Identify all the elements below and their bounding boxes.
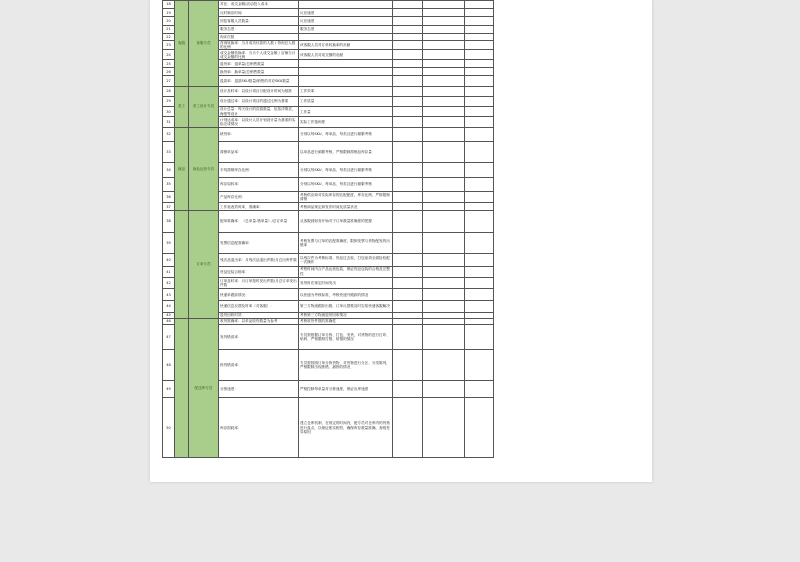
empty-cell: [423, 96, 465, 106]
kpi-note-cell: 专员需根据订单分拣、打包、发货，对货物的进行打印、贴码、严格限制打错、贴错的情况: [299, 324, 393, 350]
empty-cell: [393, 232, 423, 253]
kpi-note-cell: 考察时间内合产品运营包装，保证货品包装的合格及完整性: [299, 266, 393, 277]
kpi-indicator-cell: 收货准确率：以单品收货数量为参考: [219, 318, 299, 324]
kpi-note-cell: 分别以每SKU、每单品、每类目进行频繁考核: [299, 127, 393, 141]
kpi-indicator-cell: 设计总量：每天设计的页面数量，包括详情页，海报等设计: [219, 107, 299, 117]
empty-cell: [423, 40, 465, 50]
empty-cell: [393, 117, 423, 127]
empty-cell: [465, 203, 494, 211]
position-cell: 订单专员: [189, 211, 219, 318]
empty-cell: [393, 96, 423, 106]
table-row: [163, 1, 494, 9]
empty-cell: [465, 254, 494, 266]
empty-cell: [465, 107, 494, 117]
row-number: 30: [163, 107, 175, 117]
empty-cell: [465, 50, 494, 60]
kpi-indicator-cell: 对比：成交金额/活动投入成本: [219, 1, 299, 9]
kpi-note-cell: 分别以每SKU、每单品、每类目进行频繁考核: [299, 177, 393, 191]
kpi-note-cell: 该客服人员对订单转换率的贡献: [299, 40, 393, 50]
kpi-indicator-cell: 库存损耗率：: [219, 398, 299, 458]
row-number: 39: [163, 232, 175, 253]
row-number: 40: [163, 254, 175, 266]
empty-cell: [465, 86, 494, 96]
empty-cell: [423, 232, 465, 253]
row-number: 24: [163, 50, 175, 60]
empty-cell: [465, 381, 494, 398]
empty-cell: [423, 141, 465, 162]
position-cell: 美工设计专员: [189, 86, 219, 127]
empty-cell: [423, 127, 465, 141]
position-cell: 客服专员: [189, 1, 219, 87]
empty-cell: [393, 9, 423, 17]
empty-cell: [393, 177, 423, 191]
empty-cell: [393, 289, 423, 301]
kpi-note-cell: 第三方物流跟踪出错，订单反馈要及时告知快递客服解决: [299, 301, 393, 312]
empty-cell: [393, 324, 423, 350]
empty-cell: [465, 117, 494, 127]
kpi-indicator-cell: 库存周转率：: [219, 177, 299, 191]
empty-cell: [393, 76, 423, 86]
empty-cell: [423, 350, 465, 381]
empty-cell: [465, 25, 494, 33]
empty-cell: [393, 350, 423, 381]
empty-cell: [465, 9, 494, 17]
empty-cell: [465, 141, 494, 162]
empty-cell: [393, 301, 423, 312]
kpi-note-cell: 严格控制每单量对分拣速度，保证出库速度: [299, 381, 393, 398]
empty-cell: [465, 211, 494, 232]
row-number: 26: [163, 68, 175, 76]
row-number: 25: [163, 60, 175, 68]
empty-cell: [423, 266, 465, 277]
kpi-indicator-cell: 咨询转换率：当月成功付款的人数 / 咨询总人数的比例: [219, 40, 299, 50]
kpi-indicator-cell: 退货回收时效：: [219, 312, 299, 318]
empty-cell: [393, 86, 423, 96]
kpi-note-cell: [299, 68, 393, 76]
row-number: 31: [163, 117, 175, 127]
department-cell: [175, 318, 189, 457]
empty-cell: [465, 350, 494, 381]
empty-cell: [423, 1, 465, 9]
kpi-indicator-cell: 快递信息反馈及时率（对客服）：: [219, 301, 299, 312]
row-number: 20: [163, 17, 175, 25]
kpi-indicator-cell: 快递单跟踪情况：: [219, 289, 299, 301]
empty-cell: [423, 163, 465, 177]
table-row: [163, 127, 494, 141]
empty-cell: [423, 68, 465, 76]
empty-cell: [423, 301, 465, 312]
row-number: 29: [163, 96, 175, 106]
kpi-note-cell: [299, 33, 393, 40]
table-row: [163, 86, 494, 96]
empty-cell: [465, 177, 494, 191]
kpi-indicator-cell: 残次品退出率：月残次品退出件数/月总出库件数: [219, 254, 299, 266]
empty-cell: [423, 107, 465, 117]
empty-cell: [423, 17, 465, 25]
empty-cell: [423, 177, 465, 191]
row-number: 43: [163, 289, 175, 301]
empty-cell: [423, 211, 465, 232]
department-cell: 商品: [175, 127, 189, 211]
kpi-indicator-cell: 发货错误率：: [219, 324, 299, 350]
empty-cell: [393, 25, 423, 33]
row-number: 27: [163, 76, 175, 86]
row-number: 28: [163, 86, 175, 96]
kpi-indicator-cell: 退款率：退款SKU数量/销售的对应SKU数量: [219, 76, 299, 86]
kpi-note-cell: 考核商品规定和发布时间及质量状况: [299, 203, 393, 211]
position-cell: 商品运营专员: [189, 127, 219, 211]
empty-cell: [423, 9, 465, 17]
empty-cell: [393, 211, 423, 232]
empty-cell: [465, 60, 494, 68]
kpi-note-cell: 以残次件为考核标准，货品过去检，打包前须全面检验配一次操作: [299, 254, 393, 266]
kpi-indicator-cell: 工作表表效时率，准确率：: [219, 203, 299, 211]
row-number: 33: [163, 141, 175, 162]
row-number: 49: [163, 381, 175, 398]
empty-cell: [423, 33, 465, 40]
kpi-indicator-cell: 发票信息配准确率：: [219, 232, 299, 253]
empty-cell: [393, 266, 423, 277]
empty-cell: [465, 76, 494, 86]
kpi-indicator-cell: 平均滞销库存比例：: [219, 163, 299, 177]
kpi-indicator-cell: 计划达成率：以设计人员计划设计量为基准的实际完成情况: [219, 117, 299, 127]
empty-cell: [465, 277, 494, 288]
kpi-note-cell: [299, 60, 393, 68]
row-number: 32: [163, 127, 175, 141]
kpi-indicator-cell: 设计通过率：以设计项目的通过比例为基准: [219, 96, 299, 106]
kpi-indicator-cell: 设计及时率：以设计项目分配设计时间为基准: [219, 86, 299, 96]
empty-cell: [393, 60, 423, 68]
empty-cell: [465, 40, 494, 50]
kpi-indicator-cell: 换货率：换单量/总销售数量: [219, 68, 299, 76]
empty-cell: [423, 203, 465, 211]
kpi-indicator-cell: 订单及时率：月订单按时发出件数/月总订单发出件数: [220, 278, 297, 287]
kpi-indicator-cell: 滞销单品率：: [219, 141, 299, 162]
empty-cell: [393, 141, 423, 162]
empty-cell: [465, 289, 494, 301]
row-number: 22: [163, 33, 175, 40]
empty-cell: [393, 33, 423, 40]
empty-cell: [393, 68, 423, 76]
empty-cell: [465, 266, 494, 277]
department-cell: [175, 211, 189, 318]
table-row: [163, 211, 494, 232]
kpi-note-cell: [299, 1, 393, 9]
empty-cell: [423, 50, 465, 60]
kpi-note-cell: [299, 76, 393, 86]
row-number: 21: [163, 25, 175, 33]
row-number: 50: [163, 398, 175, 458]
kpi-indicator-cell: 拣货错误率：: [219, 350, 299, 381]
empty-cell: [423, 277, 465, 288]
kpi-note-cell: 工作效率: [299, 86, 393, 96]
empty-cell: [465, 96, 494, 106]
row-number: 35: [163, 177, 175, 191]
kpi-note-cell: 考核第三方物流退货回收情况: [299, 312, 393, 318]
empty-cell: [393, 203, 423, 211]
empty-cell: [465, 232, 494, 253]
kpi-note-cell: 以单品进行频繁考核，严格限制滞销品库存量: [299, 141, 393, 162]
row-number: 46: [163, 318, 175, 324]
row-number: 41: [163, 266, 175, 277]
kpi-note-cell: 从客服到财务开始对于订单数量准确度的把握: [299, 211, 393, 232]
empty-cell: [465, 301, 494, 312]
row-number: 47: [163, 324, 175, 350]
kpi-note-cell: 服务态度: [299, 25, 393, 33]
empty-cell: [465, 1, 494, 9]
kpi-note-cell: 考核发票与订单的匹配准确度，限制发票与货物配发的出错率: [299, 232, 393, 253]
empty-cell: [465, 33, 494, 40]
kpi-indicator-cell: 退货率：退单量/总销售数量: [219, 60, 299, 68]
empty-cell: [393, 40, 423, 50]
kpi-note-cell: 考核收货件数的准确性: [299, 318, 393, 324]
row-number: 42: [163, 277, 175, 288]
empty-cell: [393, 127, 423, 141]
kpi-indicator-cell: 产品库存比例：: [219, 191, 299, 202]
kpi-indicator-cell: 分拣速度：: [219, 381, 299, 398]
kpi-note-cell: 反应速度: [299, 9, 393, 17]
kpi-indicator-cell: 服务态度：: [219, 25, 299, 33]
kpi-table: [162, 0, 494, 458]
kpi-indicator-cell: 缺货率：: [219, 127, 299, 141]
empty-cell: [465, 324, 494, 350]
empty-cell: [393, 1, 423, 9]
empty-cell: [423, 398, 465, 458]
empty-cell: [393, 17, 423, 25]
kpi-note-cell: 实际工作饱和度: [299, 117, 393, 127]
kpi-note-cell: 发货时在规定时间发出: [299, 277, 393, 288]
department-cell: 美工: [175, 86, 189, 127]
empty-cell: [465, 68, 494, 76]
kpi-note-cell: 该客服人员对成交额的贡献: [299, 50, 393, 60]
kpi-note-cell: 工作量: [299, 107, 393, 117]
row-number: 37: [163, 203, 175, 211]
row-number: 36: [163, 191, 175, 202]
position-cell: 配送库专员: [189, 318, 219, 457]
row-number: 45: [163, 312, 175, 318]
empty-cell: [393, 191, 423, 202]
row-number: 19: [163, 9, 175, 17]
empty-cell: [393, 398, 423, 458]
empty-cell: [423, 254, 465, 266]
kpi-indicator-cell: 配单准确率：（总单量-错单量）/总订单量: [219, 211, 299, 232]
empty-cell: [465, 17, 494, 25]
empty-cell: [423, 60, 465, 68]
row-number: 44: [163, 301, 175, 312]
empty-cell: [465, 191, 494, 202]
row-number: 23: [163, 40, 175, 50]
kpi-indicator-cell: 成交金额转换率：当月个人成交金额 / 店铺当月成交金额的比例: [219, 50, 299, 60]
kpi-indicator-cell: 回复客服人员数量：: [219, 17, 299, 25]
kpi-note-cell: 考核供应商对实际库存的匹配配度，库存比例，严格限制滞销: [299, 191, 393, 202]
kpi-note-cell: 以快递为考核标准，考核快递外跟踪的情况: [299, 289, 393, 301]
kpi-indicator-cell: 货品包装合格率：: [219, 266, 299, 277]
empty-cell: [393, 107, 423, 117]
empty-cell: [423, 76, 465, 86]
empty-cell: [465, 163, 494, 177]
row-number: 48: [163, 350, 175, 381]
kpi-note-cell: 专员需按照订单分拣货物，对货物进行分区、分类陈列，严格限制出现拣错、漏拣的情况: [299, 350, 393, 381]
empty-cell: [393, 50, 423, 60]
empty-cell: [393, 163, 423, 177]
empty-cell: [423, 191, 465, 202]
row-number: 38: [163, 211, 175, 232]
empty-cell: [423, 86, 465, 96]
empty-cell: [423, 117, 465, 127]
kpi-indicator-cell: 询评次数: [219, 33, 299, 40]
empty-cell: [423, 381, 465, 398]
kpi-note-cell: 分别以每SKU、每单品、每类目进行频繁考核: [299, 163, 393, 177]
row-number: 34: [163, 163, 175, 177]
kpi-note-cell: 工作质量: [299, 96, 393, 106]
empty-cell: [423, 289, 465, 301]
kpi-indicator-cell: 反时响应时间: [219, 9, 299, 17]
empty-cell: [393, 277, 423, 288]
department-cell: 客服: [175, 1, 189, 87]
kpi-note-cell: 反应速度: [299, 17, 393, 25]
empty-cell: [465, 398, 494, 458]
empty-cell: [393, 254, 423, 266]
empty-cell: [423, 324, 465, 350]
row-number: 18: [163, 1, 175, 9]
kpi-note-cell: 建立仓库机制，在规定的时间内，配专员对仓库内的货物进行盘点，以保证账实相符，确保库存数量准确，查明差异原因: [299, 398, 393, 458]
empty-cell: [465, 127, 494, 141]
empty-cell: [393, 381, 423, 398]
empty-cell: [423, 25, 465, 33]
